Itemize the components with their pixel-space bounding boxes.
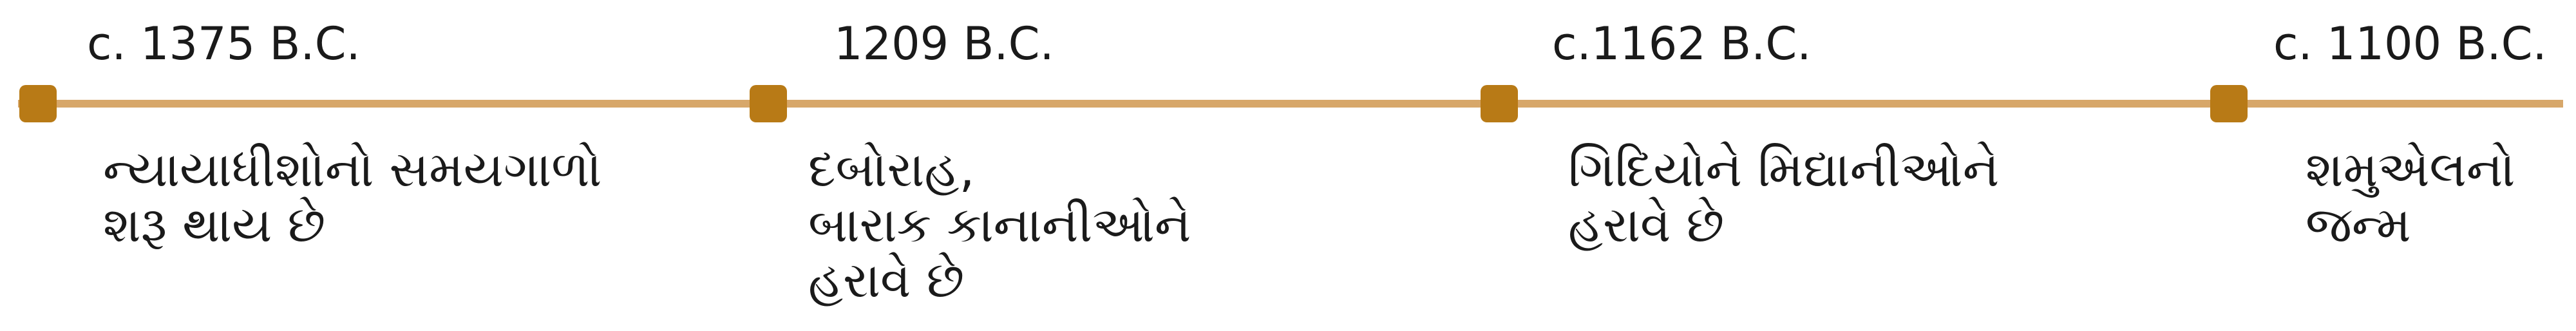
event-description-3	[1568, 142, 1999, 252]
event-3-line-2: હરાવે છે	[1568, 196, 1725, 253]
event-1-line-1: ન્યાયાધીશોનો સમયગાળો	[103, 140, 602, 198]
event-2-line-3: હરાવે છે	[808, 251, 965, 308]
event-date-2: 1209 B.C.	[834, 17, 1054, 70]
event-description-4	[2306, 142, 2515, 252]
event-3-line-1: ગિદિયોને મિદ્યાનીઓને	[1568, 140, 2000, 198]
event-1-line-2: શરૂ થાય છે	[103, 196, 326, 253]
timeline-marker-1	[19, 85, 57, 122]
timeline-marker-3	[1481, 85, 1518, 122]
event-2-line-2: બારાક કાનાનીઓને	[808, 196, 1191, 253]
event-description-1	[103, 142, 601, 252]
event-4-line-2: જન્મ	[2306, 196, 2411, 253]
timeline-line	[18, 100, 2563, 108]
event-date-4: c. 1100 B.C.	[2273, 17, 2547, 70]
event-2-line-1: દબોરાહ,	[808, 140, 975, 198]
event-date-3: c.1162 B.C.	[1552, 17, 1812, 70]
event-description-2	[808, 142, 1191, 308]
event-date-1: c. 1375 B.C.	[87, 17, 361, 70]
event-4-line-1: શમુએલનો	[2306, 140, 2515, 198]
timeline-marker-4	[2210, 85, 2248, 122]
timeline-marker-2	[750, 85, 787, 122]
